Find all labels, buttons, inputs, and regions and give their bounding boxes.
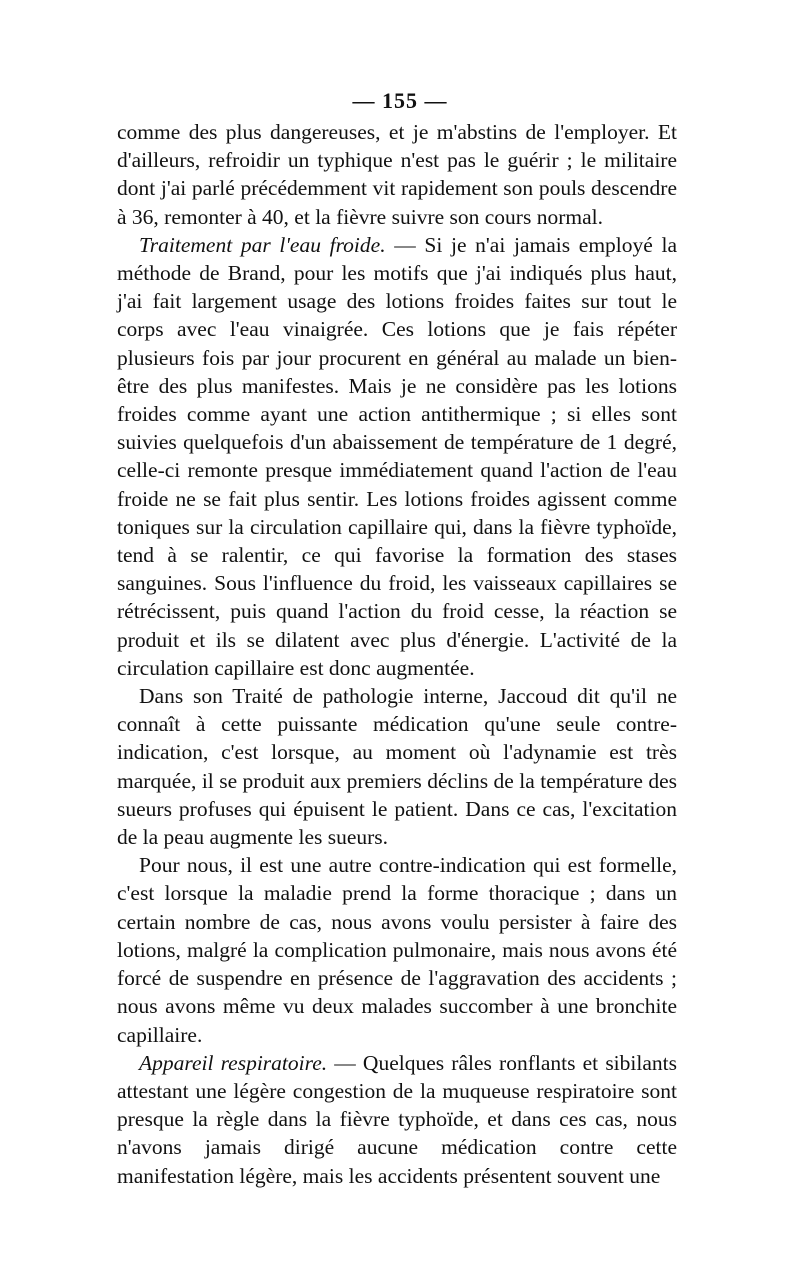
paragraph-3 xyxy=(117,682,677,851)
paragraph-4-text: Pour nous, il est une autre contre-indication qui est formelle, c'est lorsque la maladie prend la forme thoracique ; dans un certain nombre de cas, nous avons voulu persister à faire des lotions, malgré la complication pulmonaire, mais nous avons été forcé de suspendre en présence de l'aggravation des accidents ; nous avons même vu deux malades succomber à une bronchite capillaire. xyxy=(117,853,677,1047)
paragraph-1-text: comme des plus dangereuses, et je m'abstins de l'employer. Et d'ailleurs, refroidir un typhique n'est pas le guérir ; le militaire dont j'ai parlé précédemment vit rapidement son pouls descendre à 36, remonter à 40, et la fièvre suivre son cours normal. xyxy=(117,120,677,229)
paragraph-5-text: — Quelques râles ronflants et sibilants attestant une légère congestion de la muqueuse respiratoire sont presque la règle dans la fièvre typhoïde, et dans ces cas, nous n'avons jamais dirigé aucune médication contre cette manifestation légère, mais les accidents présentent souvent une xyxy=(117,1050,677,1188)
paragraph-5 xyxy=(117,1049,677,1190)
paragraph-2-text: — Si je n'ai jamais employé la méthode de Brand, pour les motifs que j'ai indiqués plus haut, j'ai fait largement usage des lotions froides faites sur tout le corps avec l'eau vinaigrée. Ces lotions que je fais répéter plusieurs fois par jour procurent en général au malade un bien-être des plus manifestes. Mais je ne considère pas les lotions froides comme ayant une action antithermique ; si elles sont suivies quelquefois d'un abaissement de température de 1 degré, celle-ci remonte presque immédiatement quand l'action de l'eau froide ne se fait plus sentir. Les lotions froides agissent comme toniques sur la circulation capillaire qui, dans la fièvre typhoïde, tend à se ralentir, ce qui favorise la formation des stases sanguines. Sous l'influence du froid, les vaisseaux capillaires se rétrécissent, puis quand l'action du froid cesse, la réaction se produit et ils se dilatent avec plus d'énergie. L'activité de la circulation capillaire est donc augmentée. xyxy=(117,232,677,680)
paragraph-3-text: Dans son Traité de pathologie interne, Jaccoud dit qu'il ne connaît à cette puissante médication qu'une seule contre-indication, c'est lorsque, au moment où l'adynamie est très marquée, il se produit aux premiers déclins de la température des sueurs profuses qui épuisent le patient. Dans ce cas, l'excitation de la peau augmente les sueurs. xyxy=(117,684,677,850)
body-text xyxy=(117,118,677,1190)
paragraph-4 xyxy=(117,851,677,1048)
paragraph-2 xyxy=(117,231,677,682)
page-number: — 155 — xyxy=(352,88,448,113)
section-heading-respiratory: Appareil respiratoire. xyxy=(139,1050,328,1075)
paragraph-1 xyxy=(117,118,677,231)
section-heading-cold-water: Traitement par l'eau froide. xyxy=(139,232,386,257)
